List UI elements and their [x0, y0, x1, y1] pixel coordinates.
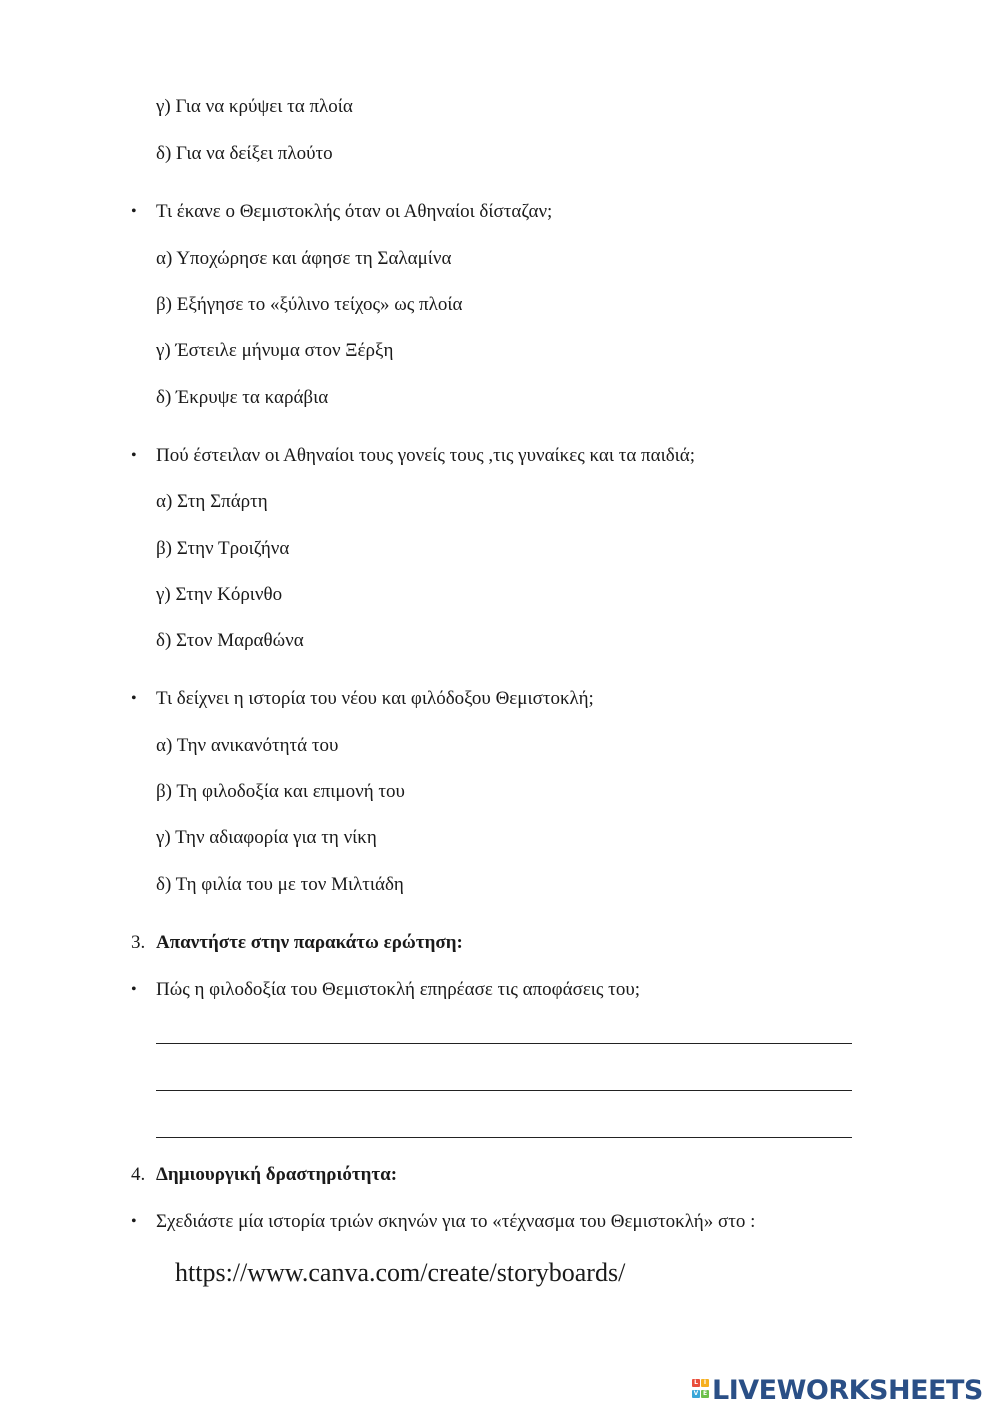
storyboard-link[interactable]: https://www.canva.com/create/storyboards/ — [175, 1258, 626, 1287]
option-q2-a: α) Υποχώρησε και άφησε τη Σαλαμίνα — [156, 248, 452, 269]
section-number: 4. — [131, 1164, 146, 1185]
option-q4-a: α) Την ανικανότητά του — [156, 735, 339, 756]
option-q1-c: γ) Για να κρύψει τα πλοία — [156, 96, 353, 117]
logo-mark-icon — [692, 1377, 710, 1403]
option-q3-a: α) Στη Σπάρτη — [156, 491, 268, 512]
option-q3-b: β) Στην Τροιζήνα — [156, 538, 290, 559]
option-q4-b: β) Τη φιλοδοξία και επιμονή του — [156, 781, 405, 802]
option-q3-c: γ) Στην Κόρινθο — [156, 584, 283, 605]
answer-line-2[interactable] — [156, 1090, 852, 1091]
option-q2-c: γ) Έστειλε μήνυμα στον Ξέρξη — [156, 340, 394, 361]
bullet: • — [131, 447, 137, 464]
bullet: • — [131, 981, 137, 998]
bullet: • — [131, 690, 137, 707]
question-text: Τι δείχνει η ιστορία του νέου και φιλόδοξου Θεμιστοκλή; — [156, 688, 594, 709]
question-text: Τι έκανε ο Θεμιστοκλής όταν οι Αθηναίοι δίσταζαν; — [156, 201, 553, 222]
logo-text: LIVEWORKSHEETS — [712, 1374, 983, 1406]
option-q4-d: δ) Τη φιλία του με τον Μιλτιάδη — [156, 874, 404, 895]
logo-mark-v: V — [693, 1390, 699, 1397]
question-text: Πώς η φιλοδοξία του Θεμιστοκλή επηρέασε τις αποφάσεις του; — [156, 979, 640, 1000]
logo-mark-l: L — [692, 1379, 700, 1387]
logo-mark-i: I — [701, 1379, 709, 1387]
logo-mark-e: E — [702, 1390, 708, 1397]
answer-line-3[interactable] — [156, 1137, 852, 1138]
option-q1-d: δ) Για να δείξει πλούτο — [156, 143, 333, 164]
option-q3-d: δ) Στον Μαραθώνα — [156, 630, 304, 651]
section-heading: Απαντήστε στην παρακάτω ερώτηση: — [156, 932, 463, 953]
option-q4-c: γ) Την αδιαφορία για τη νίκη — [156, 827, 377, 848]
liveworksheets-logo — [692, 1375, 983, 1405]
question-text: Πού έστειλαν οι Αθηναίοι τους γονείς τους ,τις γυναίκες και τα παιδιά; — [156, 445, 695, 466]
section-number: 3. — [131, 932, 146, 953]
option-q2-d: δ) Έκρυψε τα καράβια — [156, 387, 329, 408]
bullet: • — [131, 203, 137, 220]
answer-line-1[interactable] — [156, 1043, 852, 1044]
instruction-text: Σχεδιάστε μία ιστορία τριών σκηνών για το «τέχνασμα του Θεμιστοκλή» στο : — [156, 1211, 756, 1232]
option-q2-b: β) Εξήγησε το «ξύλινο τείχος» ως πλοία — [156, 294, 463, 315]
section-heading: Δημιουργική δραστηριότητα: — [156, 1164, 398, 1185]
bullet: • — [131, 1213, 137, 1230]
